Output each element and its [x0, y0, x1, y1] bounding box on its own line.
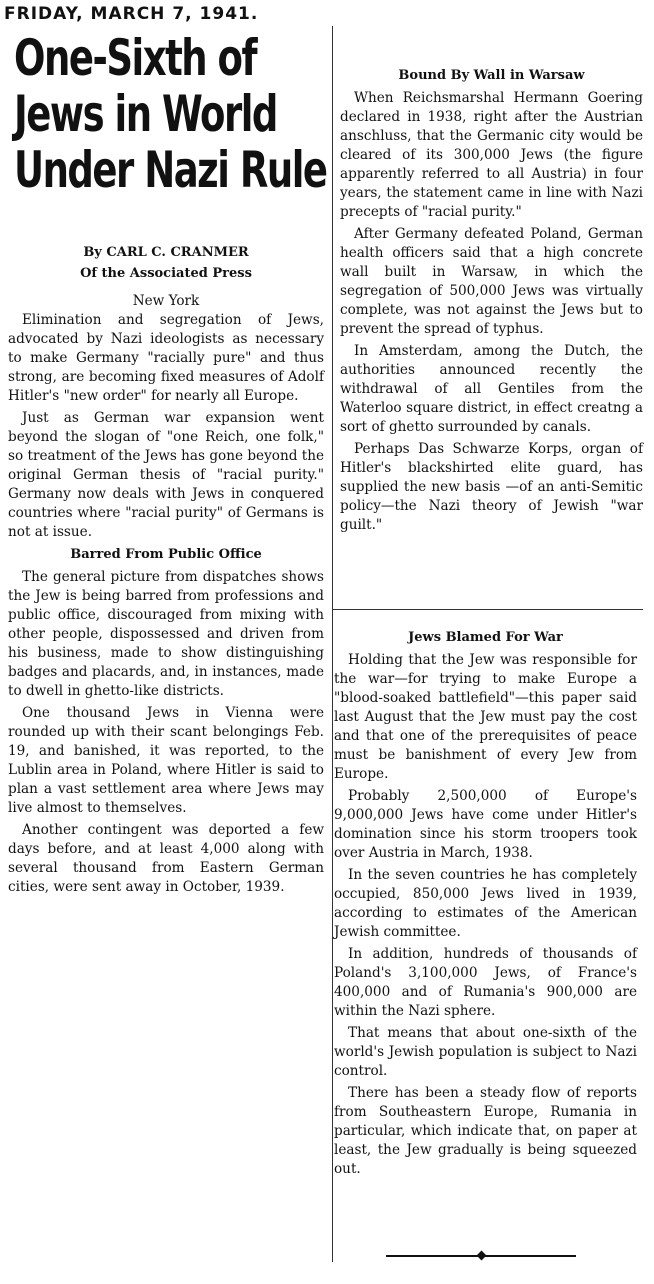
paragraph: When Reichsmarshal Hermann Goering declared in 1938, right after the Austrian anschluss, that the Germanic city would be cleared of its 300,000 Jews (the figure apparently referred to all Austria) in four years, the statement came in line with Nazi precepts of "racial purity.": [340, 90, 643, 220]
left-column: [8, 292, 324, 900]
paragraph: Probably 2,500,000 of Europe's 9,000,000 Jews have come under Hitler's domination since his storm troopers took over Austria in March, 1938.: [334, 788, 637, 861]
paragraph: Perhaps Das Schwarze Korps, organ of Hitler's blackshirted elite guard, has supplied the new basis —of an anti-Semitic policy—the Nazi theory of Jewish "war guilt.": [340, 441, 643, 533]
paragraph: Elimination and segregation of Jews, advocated by Nazi ideologists as necessary to make Germany "racially pure" and thus strong, are becoming fixed measures of Adolf Hitler's "new order" for nearly all Europe.: [8, 312, 324, 404]
end-ornament-icon: [477, 1251, 487, 1261]
paragraph: Just as German war expansion went beyond the slogan of "one Reich, one folk," so treatment of the Jews has gone beyond the original German thesis of "racial purity." Germany now deals with Jews in conquered countries where "racial purity" of Germans is not at issue.: [8, 410, 324, 540]
subhead: Barred From Public Office: [70, 547, 262, 562]
paragraph: One thousand Jews in Vienna were rounded up with their scant belongings Feb. 19, and banished, it was reported, to the Lublin area in Poland, where Hitler is said to plan a vast settlement area where Jews may live almost to themselves.: [8, 705, 324, 816]
paragraph: In Amsterdam, among the Dutch, the authorities announced recently the withdrawal of all Gentiles from the Waterloo square district, in effect creatng a sort of ghetto surrounded by canals.: [340, 343, 643, 435]
paragraph: In addition, hundreds of thousands of Poland's 3,100,000 Jews, of France's 400,000 and of Rumania's 900,000 are within the Nazi sphere.: [334, 946, 637, 1019]
paragraph: That means that about one-sixth of the world's Jewish population is subject to Nazi control.: [334, 1025, 637, 1079]
paragraph: The general picture from dispatches shows the Jew is being barred from professions and public office, discouraged from mixing with other people, dispossessed and driven from his business, made to show distinguishing badges and placards, and, in instances, made to dwell in ghetto-like districts.: [8, 569, 324, 699]
headline: [14, 29, 327, 199]
subhead: Jews Blamed For War: [408, 630, 563, 645]
paragraph: In the seven countries he has completely occupied, 850,000 Jews lived in 1939, according to estimates of the American Jewish committee.: [334, 867, 637, 940]
paragraph: After Germany defeated Poland, German health officers said that a high concrete wall built in Warsaw, in which the segregation of 500,000 Jews was virtually complete, was not against the Jews but to prevent the spread of typhus.: [340, 226, 643, 337]
subhead: Bound By Wall in Warsaw: [398, 68, 585, 83]
dateline: FRIDAY, MARCH 7, 1941.: [4, 4, 259, 24]
right-bottom-column: [334, 626, 637, 1182]
byline-author: By CARL C. CRANMER: [83, 245, 249, 260]
column-divider: [332, 26, 333, 1262]
section-divider: [333, 609, 643, 610]
headline-line: One-Sixth of: [14, 29, 257, 87]
paragraph: There has been a steady flow of reports from Southeastern Europe, Rumania in particular, which indicate that, on paper at least, the Jew gradually is being squeezed out.: [334, 1085, 637, 1177]
placeline: New York: [132, 293, 200, 309]
byline-org: Of the Associated Press: [80, 266, 252, 281]
headline-line: Jews in World: [14, 85, 277, 143]
right-top-column: [340, 64, 643, 538]
paragraph: Another contingent was deported a few days before, and at least 4,000 along with several thousand from Eastern German cities, were sent away in October, 1939.: [8, 822, 324, 895]
paragraph: Holding that the Jew was responsible for the war—for trying to make Europe a "blood-soaked battlefield"—this paper said last August that the Jew must pay the cost and that one of the prerequisites of peace must be banishment of every Jew from Europe.: [334, 652, 637, 782]
headline-line: Under Nazi Rule: [14, 141, 327, 199]
